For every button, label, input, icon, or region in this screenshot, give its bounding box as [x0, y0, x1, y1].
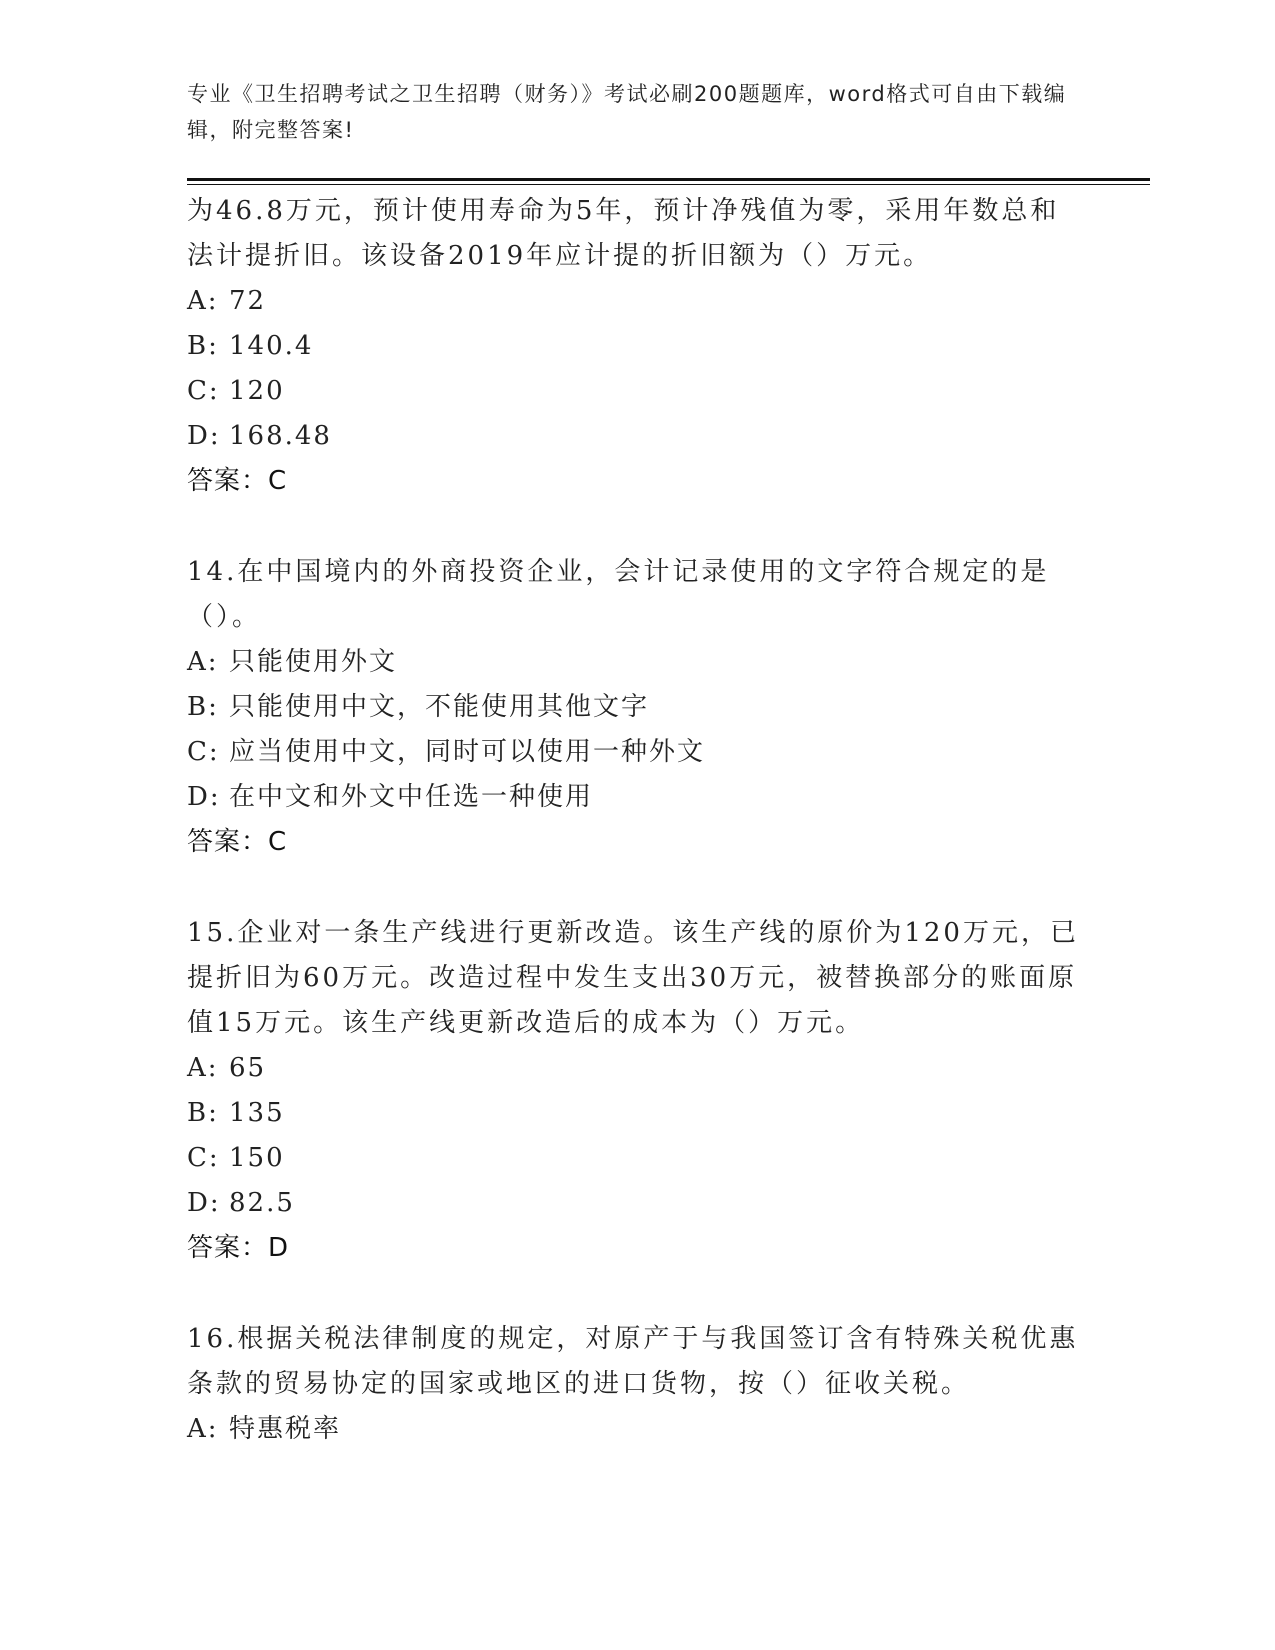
question-15: [187, 911, 1087, 1271]
option-text: 只能使用中文，不能使用其他文字: [229, 692, 650, 722]
option-letter: C:: [187, 376, 220, 406]
option-letter: D:: [187, 782, 221, 812]
option-a: [187, 1046, 1087, 1091]
option-text: 82.5: [229, 1188, 295, 1218]
option-text: 应当使用中文，同时可以使用一种外文: [229, 737, 706, 767]
page-header-title: 专业《卫生招聘考试之卫生招聘（财务）》考试必刷200题题库，word格式可自由下载编辑，附完整答案!: [187, 82, 1067, 142]
header-divider-thick: [187, 178, 1150, 181]
option-letter: A:: [187, 647, 219, 677]
option-a: [187, 640, 1087, 685]
header-divider-thin: [187, 184, 1150, 185]
option-letter: A:: [187, 1414, 219, 1444]
answer-line: 答案：C: [187, 466, 288, 496]
option-c: [187, 1136, 1087, 1181]
option-b: [187, 1091, 1087, 1136]
question-text: 15.企业对一条生产线进行更新改造。该生产线的原价为120万元，已提折旧为60万元。改造过程中发生支出30万元，被替换部分的账面原值15万元。该生产线更新改造后的成本为（）万元。: [187, 918, 1079, 1038]
option-text: 特惠税率: [229, 1414, 342, 1444]
option-text: 在中文和外文中任选一种使用: [229, 782, 594, 812]
option-text: 只能使用外文: [229, 647, 398, 677]
option-letter: B:: [187, 1098, 219, 1128]
option-text: 72: [229, 286, 267, 316]
option-letter: A:: [187, 286, 219, 316]
option-letter: A:: [187, 1053, 219, 1083]
option-text: 140.4: [229, 331, 314, 361]
option-letter: D:: [187, 1188, 221, 1218]
question-text: 16.根据关税法律制度的规定，对原产于与我国签订含有特殊关税优惠条款的贸易协定的国家或地区的进口货物，按（）征收关税。: [187, 1324, 1079, 1399]
spacer: [187, 865, 1087, 911]
option-text: 65: [229, 1053, 267, 1083]
option-c: [187, 730, 1087, 775]
option-text: 168.48: [229, 421, 332, 451]
answer-line: 答案：C: [187, 827, 288, 857]
option-text: 150: [229, 1143, 285, 1173]
spacer: [187, 1271, 1087, 1317]
option-d: [187, 1181, 1087, 1226]
option-text: 135: [229, 1098, 285, 1128]
question-13: [187, 189, 1087, 504]
option-d: [187, 775, 1087, 820]
option-b: [187, 324, 1087, 369]
answer-line: 答案：D: [187, 1233, 290, 1263]
option-letter: D:: [187, 421, 221, 451]
option-a: [187, 1407, 1087, 1452]
option-letter: B:: [187, 331, 219, 361]
option-letter: C:: [187, 737, 220, 767]
option-letter: C:: [187, 1143, 220, 1173]
option-b: [187, 685, 1087, 730]
option-letter: B:: [187, 692, 219, 722]
question-text: 14.在中国境内的外商投资企业，会计记录使用的文字符合规定的是（）。: [187, 557, 1050, 632]
document-body: [187, 189, 1087, 1452]
option-d: [187, 414, 1087, 459]
option-text: 120: [229, 376, 285, 406]
question-text: 为46.8万元，预计使用寿命为5年，预计净残值为零，采用年数总和法计提折旧。该设备2019年应计提的折旧额为（）万元。: [187, 196, 1060, 271]
question-14: [187, 550, 1087, 865]
option-c: [187, 369, 1087, 414]
spacer: [187, 504, 1087, 550]
question-16: [187, 1317, 1087, 1452]
option-a: [187, 279, 1087, 324]
